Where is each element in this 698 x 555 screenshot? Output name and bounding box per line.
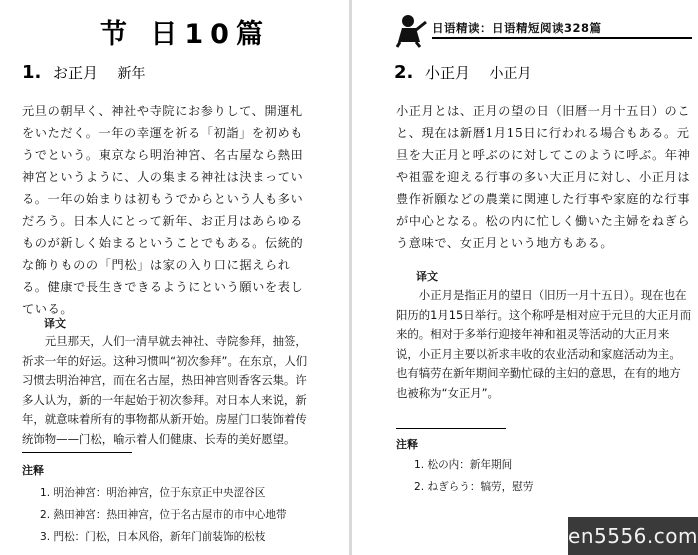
- section-1-notes: [40, 482, 287, 548]
- section-1-heading: [22, 62, 146, 83]
- section-1-translation-heading: 译文: [44, 317, 66, 330]
- section-2-translation-heading: 译文: [416, 270, 438, 283]
- section-1-translation: 元旦那天，人们一清早就去神社、寺院参拜，抽签，祈求一年的好运。这种习惯叫“初次参拜”。在东京，人们习惯去明治神宫，而在名古屋，热田神宫则香客云集。许多人认为，新的一年起始于初次参拜。对日本人来说，新年，就意味着所有的事物都从新开始。房屋门口装饰着传统饰物——门松，喻示着人们健康、长寿的美好愿望。: [22, 334, 308, 446]
- section-2-title-zh: 小正月: [489, 66, 532, 82]
- section-1-notes-heading: 注释: [22, 464, 44, 477]
- section-2-number: 2.: [394, 62, 414, 83]
- note-item: 2. 熱田神宮：热田神宫，位于名古屋市的市中心地带: [40, 509, 287, 521]
- notes-divider: [22, 452, 132, 453]
- section-2-title-jp: 小正月: [424, 64, 470, 82]
- note-item: 3. 門松：门松，日本风俗，新年门前装饰的松枝: [40, 531, 266, 543]
- notes-divider: [396, 428, 506, 429]
- section-2-heading: [394, 62, 532, 83]
- section-2-notes-heading: 注释: [396, 438, 418, 451]
- note-item: 1. 明治神宮：明治神宫，位于东京正中央涩谷区: [40, 487, 266, 499]
- section-2-translation: 小正月是指正月的望日（旧历一月十五日）。现在也在阳历的1月15日举行。这个称呼是相对应于元旦的大正月而来的。相对于多举行迎接年神和祖灵等活动的大正月来说，小正月主要以祈求丰收的农业活动和家庭活动为主。也有犒劳在新年期间辛勤忙碌的主妇的意思，在有的地方也被称为“女正月”。: [396, 288, 692, 400]
- chapter-title: 节 日10篇: [100, 19, 270, 50]
- note-item: 1. 松の内：新年期间: [414, 459, 513, 471]
- watermark-badge: en5556.com: [568, 517, 698, 555]
- right-page: [352, 0, 698, 555]
- section-1-body-jp: 元旦の朝早く、神社や寺院にお参りして、開運札をいただく。一年の幸運を祈る「初詣」を初めもうでという。東京なら明治神宮、名古屋なら熱田神宮というように、人の集まる神社は決まっている。一年の始まりは初もうでからという人も多いだろう。日本人にとって新年、お正月はあらゆるものが新しく始まるということでもある。伝統的な飾りものの「門松」は家の入り口に据えられる。健康で長生きできるようにという願いを表している。: [22, 104, 304, 316]
- section-1-title-zh: 新年: [117, 66, 146, 82]
- section-2-body-jp: 小正月とは、正月の望の日（旧暦一月十五日）のこと、現在は新暦1月15日に行われる場合もある。元旦を大正月と呼ぶのに対してこのように呼ぶ。年神や祖霊を迎える行事の多い大正月に対し、小正月は豊作祈願などの農業に関連した行事や家庭的な行事が中心となる。松の内に忙しく働いた主婦をねぎらう意味で、女正月という地方もある。: [396, 104, 691, 250]
- running-head: 日语精读：日语精短阅读328篇: [432, 20, 692, 39]
- section-1-number: 1.: [22, 62, 42, 83]
- section-2-notes: [414, 454, 533, 498]
- note-item: 2. ねぎらう：犒劳，慰劳: [414, 481, 534, 493]
- mascot-icon: [394, 12, 428, 48]
- section-1-title-jp: お正月: [52, 64, 98, 82]
